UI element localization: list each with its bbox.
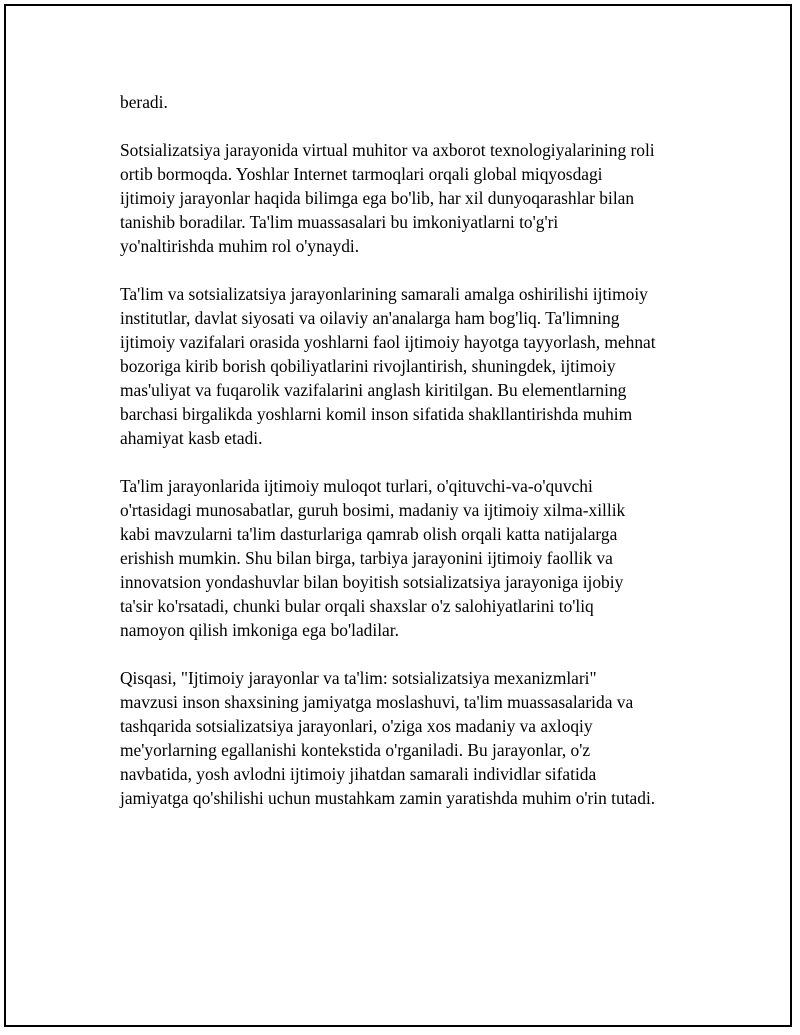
- document-page: [4, 4, 792, 1027]
- text-line: tanishib boradilar. Ta'lim muassasalari bu imkoniyatlarni to'g'ri: [120, 212, 559, 232]
- paragraph-4: [120, 474, 720, 642]
- text-line: Ta'lim jarayonlarida ijtimoiy muloqot turlari, o'qituvchi-va-o'quvchi: [120, 476, 593, 496]
- text-line: ahamiyat kasb etadi.: [120, 428, 263, 448]
- text-line: bozoriga kirib borish qobiliyatlarini rivojlantirish, shuningdek, ijtimoiy: [120, 356, 616, 376]
- paragraph-2: [120, 138, 720, 258]
- text-line: yo'naltirishda muhim rol o'ynaydi.: [120, 236, 360, 256]
- text-line: Ta'lim va sotsializatsiya jarayonlarining samarali amalga oshirilishi ijtimoiy: [120, 284, 648, 304]
- text-line: innovatsion yondashuvlar bilan boyitish sotsializatsiya jarayoniga ijobiy: [120, 572, 624, 592]
- paragraph-3: [120, 282, 720, 450]
- text-line: institutlar, davlat siyosati va oilaviy an'analarga ham bog'liq. Ta'limning: [120, 308, 620, 328]
- text-line: mavzusi inson shaxsining jamiyatga moslashuvi, ta'lim muassasalarida va: [120, 692, 634, 712]
- text-line: ijtimoiy vazifalari orasida yoshlarni faol ijtimoiy hayotga tayyorlash, mehnat: [120, 332, 656, 352]
- text-line: Qisqasi, "Ijtimoiy jarayonlar va ta'lim: sotsializatsiya mexanizmlari": [120, 668, 597, 688]
- paragraph-1: [120, 90, 720, 114]
- text-line: beradi.: [120, 92, 168, 112]
- paragraph-5: [120, 666, 720, 810]
- text-line: Sotsializatsiya jarayonida virtual muhitor va axborot texnologiyalarining roli: [120, 140, 655, 160]
- text-line: tashqarida sotsializatsiya jarayonlari, o'ziga xos madaniy va axloqiy: [120, 716, 593, 736]
- text-line: erishish mumkin. Shu bilan birga, tarbiya jarayonini ijtimoiy faollik va: [120, 548, 613, 568]
- text-line: ta'sir ko'rsatadi, chunki bular orqali shaxslar o'z salohiyatlarini to'liq: [120, 596, 594, 616]
- text-line: navbatida, yosh avlodni ijtimoiy jihatdan samarali individlar sifatida: [120, 764, 597, 784]
- text-line: kabi mavzularni ta'lim dasturlariga qamrab olish orqali katta natijalarga: [120, 524, 618, 544]
- text-line: jamiyatga qo'shilishi uchun mustahkam zamin yaratishda muhim o'rin tutadi.: [120, 788, 656, 808]
- text-line: mas'uliyat va fuqarolik vazifalarini anglash kiritilgan. Bu elementlarning: [120, 380, 627, 400]
- text-line: me'yorlarning egallanishi kontekstida o'rganiladi. Bu jarayonlar, o'z: [120, 740, 591, 760]
- text-line: barchasi birgalikda yoshlarni komil inson sifatida shakllantirishda muhim: [120, 404, 633, 424]
- text-line: namoyon qilish imkoniga ega bo'ladilar.: [120, 620, 399, 640]
- text-line: ortib bormoqda. Yoshlar Internet tarmoqlari orqali global miqyosdagi: [120, 164, 603, 184]
- text-line: o'rtasidagi munosabatlar, guruh bosimi, madaniy va ijtimoiy xilma-xillik: [120, 500, 626, 520]
- text-line: ijtimoiy jarayonlar haqida bilimga ega bo'lib, har xil dunyoqarashlar bilan: [120, 188, 635, 208]
- document-body: [120, 90, 720, 834]
